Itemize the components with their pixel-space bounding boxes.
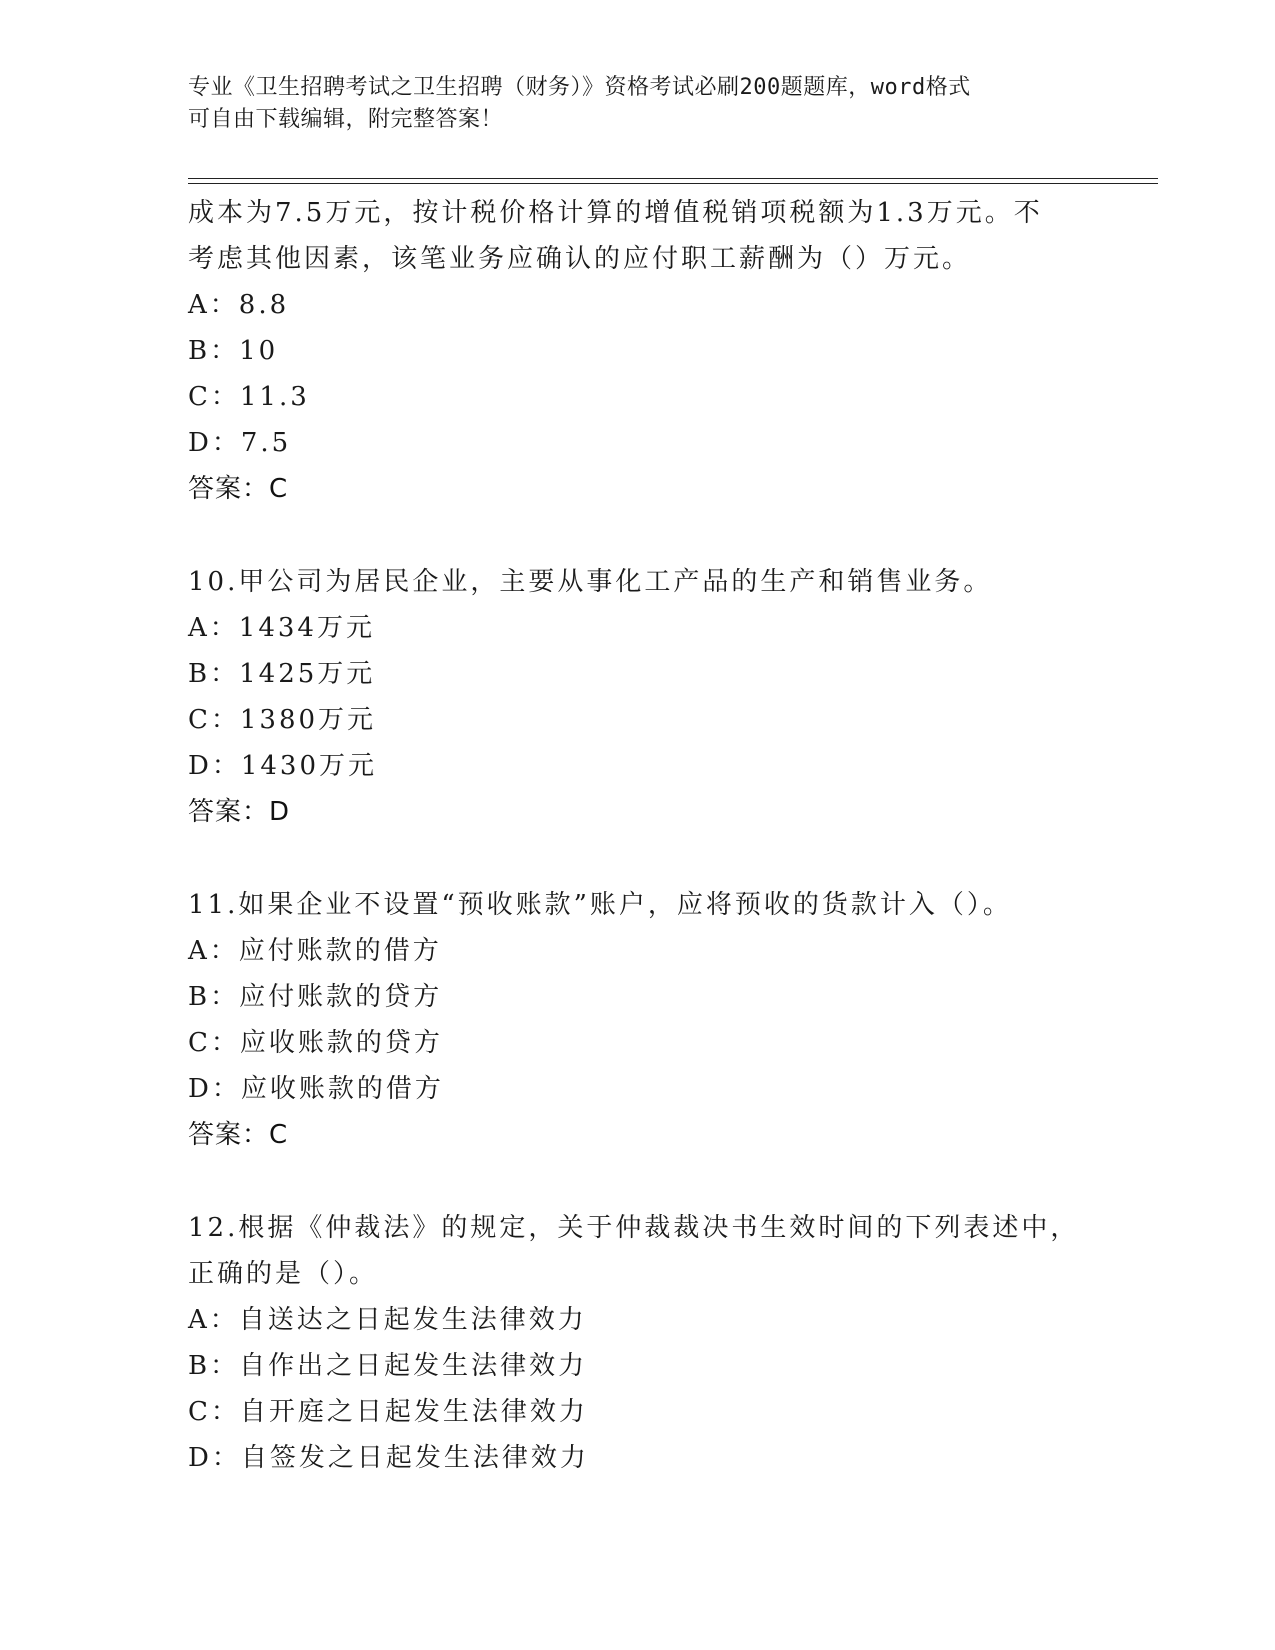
question-text-line: 10.甲公司为居民企业，主要从事化工产品的生产和销售业务。	[188, 567, 993, 597]
option-b: B：10	[188, 336, 279, 366]
option-c: C：11.3	[188, 382, 310, 412]
option-d: D：1430万元	[188, 751, 378, 781]
spacer	[188, 512, 1088, 559]
question-11	[188, 882, 1088, 1158]
option-c: C：应收账款的贷方	[188, 1028, 443, 1058]
header-divider-top	[188, 178, 1158, 179]
option-a: A：8.8	[188, 290, 290, 320]
spacer	[188, 835, 1088, 882]
question-text-line: 成本为7.5万元，按计税价格计算的增值税销项税额为1.3万元。不	[188, 198, 1043, 228]
question-text-line: 正确的是（）。	[188, 1259, 379, 1289]
option-b: B：应付账款的贷方	[188, 982, 443, 1012]
question-list	[188, 190, 1088, 1481]
option-b: B：1425万元	[188, 659, 376, 689]
option-c: C：1380万元	[188, 705, 377, 735]
document-header	[188, 72, 1068, 136]
question-text-line: 11.如果企业不设置“预收账款”账户，应将预收的货款计入（）。	[188, 890, 1012, 920]
option-a: A：应付账款的借方	[188, 936, 442, 966]
header-line-1: 专业《卫生招聘考试之卫生招聘（财务）》资格考试必刷200题题库，word格式	[188, 75, 971, 100]
answer-line: 答案：D	[188, 797, 291, 827]
option-c: C：自开庭之日起发生法律效力	[188, 1397, 588, 1427]
question-12	[188, 1205, 1088, 1481]
question-text-line: 12.根据《仲裁法》的规定，关于仲裁裁决书生效时间的下列表述中，	[188, 1213, 1080, 1243]
header-line-2: 可自由下载编辑，附完整答案！	[188, 107, 504, 132]
option-a: A：自送达之日起发生法律效力	[188, 1305, 587, 1335]
question-9-continued	[188, 190, 1088, 512]
option-b: B：自作出之日起发生法律效力	[188, 1351, 588, 1381]
question-text-line: 考虑其他因素，该笔业务应确认的应付职工薪酬为（）万元。	[188, 244, 972, 274]
answer-line: 答案：C	[188, 474, 289, 504]
option-d: D：自签发之日起发生法律效力	[188, 1443, 589, 1473]
answer-line: 答案：C	[188, 1120, 289, 1150]
header-divider-bottom	[188, 183, 1158, 184]
option-d: D：7.5	[188, 428, 292, 458]
option-d: D：应收账款的借方	[188, 1074, 444, 1104]
spacer	[188, 1158, 1088, 1205]
question-10	[188, 559, 1088, 835]
option-a: A：1434万元	[188, 613, 375, 643]
